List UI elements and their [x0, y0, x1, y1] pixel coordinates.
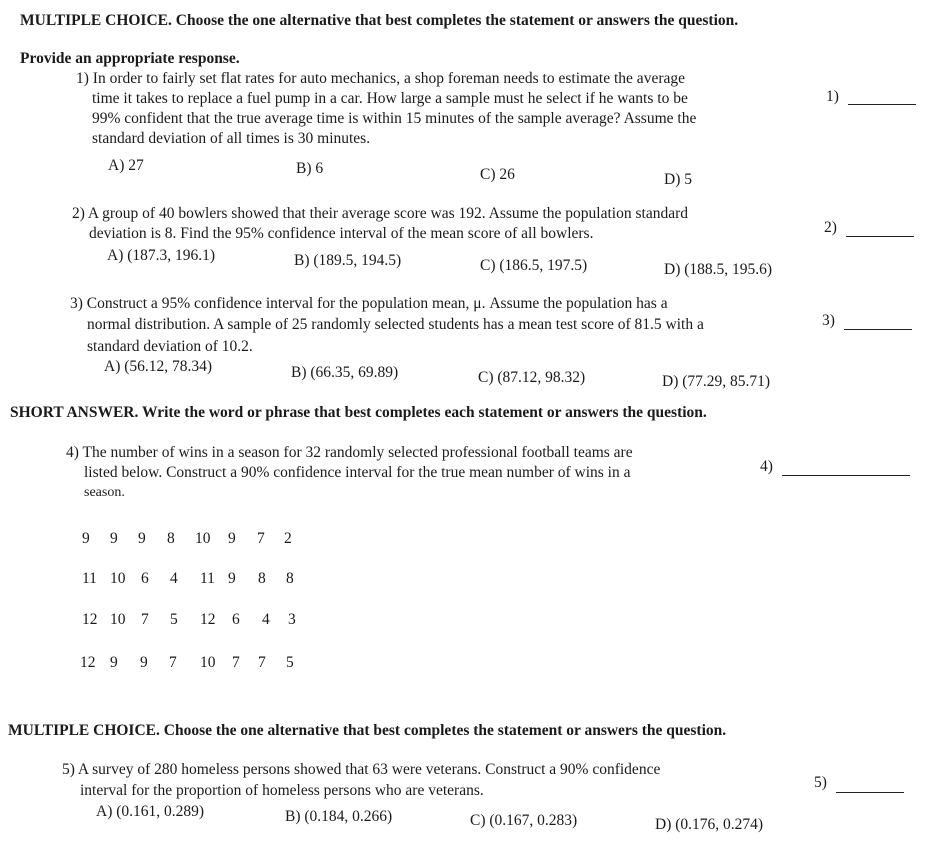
- data-cell: 12: [200, 611, 216, 628]
- data-cell: 11: [82, 570, 97, 587]
- data-cell: 2: [284, 530, 292, 547]
- data-cell: 9: [140, 654, 148, 671]
- answer-blank[interactable]: [848, 104, 916, 105]
- question-line: time it takes to replace a fuel pump in a car. How large a sample must he select if he wants to be: [92, 90, 688, 107]
- data-cell: 5: [170, 611, 178, 628]
- question-line: 5) A survey of 280 homeless persons showed that 63 were veterans. Construct a 90% confidence: [62, 761, 661, 778]
- data-cell: 10: [200, 654, 216, 671]
- section-heading-multiple-choice-1: MULTIPLE CHOICE. Choose the one alternative that best completes the statement or answers the question.: [20, 12, 739, 29]
- data-cell: 10: [110, 611, 126, 628]
- data-cell: 7: [232, 654, 240, 671]
- option-b[interactable]: B) (66.35, 69.89): [291, 364, 399, 381]
- data-cell: 12: [80, 654, 96, 671]
- data-cell: 11: [200, 570, 215, 587]
- question-line: listed below. Construct a 90% confidence interval for the true mean number of wins in a: [84, 464, 631, 481]
- answer-number: 2): [824, 219, 837, 236]
- question-line: season.: [84, 485, 125, 500]
- answer-blank[interactable]: [844, 329, 912, 330]
- data-row: [82, 530, 304, 548]
- question-line: interval for the proportion of homeless persons who are veterans.: [80, 782, 484, 799]
- data-cell: 9: [138, 530, 146, 547]
- question-line: 4) The number of wins in a season for 32 randomly selected professional football teams are: [66, 444, 633, 461]
- data-cell: 5: [286, 654, 294, 671]
- data-cell: 3: [288, 611, 296, 628]
- question-line: standard deviation of all times is 30 minutes.: [92, 130, 371, 147]
- option-a[interactable]: A) 27: [108, 157, 144, 174]
- data-cell: 9: [110, 654, 118, 671]
- answer-number: 3): [822, 312, 835, 329]
- option-b[interactable]: B) 6: [296, 160, 324, 177]
- option-c[interactable]: C) (87.12, 98.32): [478, 369, 586, 386]
- data-cell: 7: [257, 530, 265, 547]
- option-a[interactable]: A) (0.161, 0.289): [96, 803, 205, 820]
- option-a[interactable]: A) (187.3, 196.1): [107, 247, 216, 264]
- data-cell: 10: [110, 570, 126, 587]
- data-cell: 9: [82, 530, 90, 547]
- option-d[interactable]: D) (77.29, 85.71): [662, 373, 771, 390]
- answer-number: 4): [760, 458, 773, 475]
- answer-blank[interactable]: [836, 792, 904, 793]
- data-cell: 4: [170, 570, 178, 587]
- option-c[interactable]: C) (0.167, 0.283): [470, 812, 578, 829]
- data-row: [82, 611, 308, 629]
- data-cell: 6: [141, 570, 149, 587]
- data-row: [80, 654, 306, 672]
- option-b[interactable]: B) (189.5, 194.5): [294, 252, 402, 269]
- question-line: standard deviation of 10.2.: [87, 338, 253, 355]
- data-cell: 9: [110, 530, 118, 547]
- option-d[interactable]: D) (0.176, 0.274): [655, 816, 764, 833]
- option-d[interactable]: D) (188.5, 195.6): [664, 261, 773, 278]
- answer-number: 1): [826, 88, 839, 105]
- section-subheading: Provide an appropriate response.: [20, 50, 240, 67]
- data-cell: 6: [232, 611, 240, 628]
- question-line: deviation is 8. Find the 95% confidence interval of the mean score of all bowlers.: [89, 225, 594, 242]
- data-cell: 9: [228, 530, 236, 547]
- answer-number: 5): [814, 774, 827, 791]
- section-heading-short-answer: SHORT ANSWER. Write the word or phrase that best completes each statement or answers the question.: [10, 404, 707, 421]
- data-cell: 9: [228, 570, 236, 587]
- option-b[interactable]: B) (0.184, 0.266): [285, 808, 393, 825]
- data-cell: 7: [258, 654, 266, 671]
- question-line: 99% confident that the true average time is within 15 minutes of the sample average? Assume the: [92, 110, 697, 127]
- question-line: 2) A group of 40 bowlers showed that their average score was 192. Assume the population standard: [72, 205, 688, 222]
- data-cell: 8: [258, 570, 266, 587]
- data-cell: 7: [141, 611, 149, 628]
- option-c[interactable]: C) (186.5, 197.5): [480, 257, 588, 274]
- answer-blank[interactable]: [782, 475, 910, 476]
- data-cell: 8: [286, 570, 294, 587]
- question-line: normal distribution. A sample of 25 randomly selected students has a mean test score of 81.5 with a: [87, 316, 704, 333]
- answer-blank[interactable]: [846, 236, 914, 237]
- data-cell: 4: [262, 611, 270, 628]
- data-cell: 8: [167, 530, 175, 547]
- option-d[interactable]: D) 5: [664, 171, 692, 188]
- question-line: 3) Construct a 95% confidence interval for the population mean, μ. Assume the population has a: [70, 295, 668, 312]
- option-a[interactable]: A) (56.12, 78.34): [104, 358, 213, 375]
- data-cell: 7: [169, 654, 177, 671]
- data-cell: 12: [82, 611, 98, 628]
- data-cell: 10: [195, 530, 211, 547]
- data-row: [82, 570, 306, 588]
- option-c[interactable]: C) 26: [480, 166, 515, 183]
- question-line: 1) In order to fairly set flat rates for auto mechanics, a shop foreman needs to estimate the average: [76, 70, 685, 87]
- section-heading-multiple-choice-2: MULTIPLE CHOICE. Choose the one alternative that best completes the statement or answers the question.: [8, 722, 727, 739]
